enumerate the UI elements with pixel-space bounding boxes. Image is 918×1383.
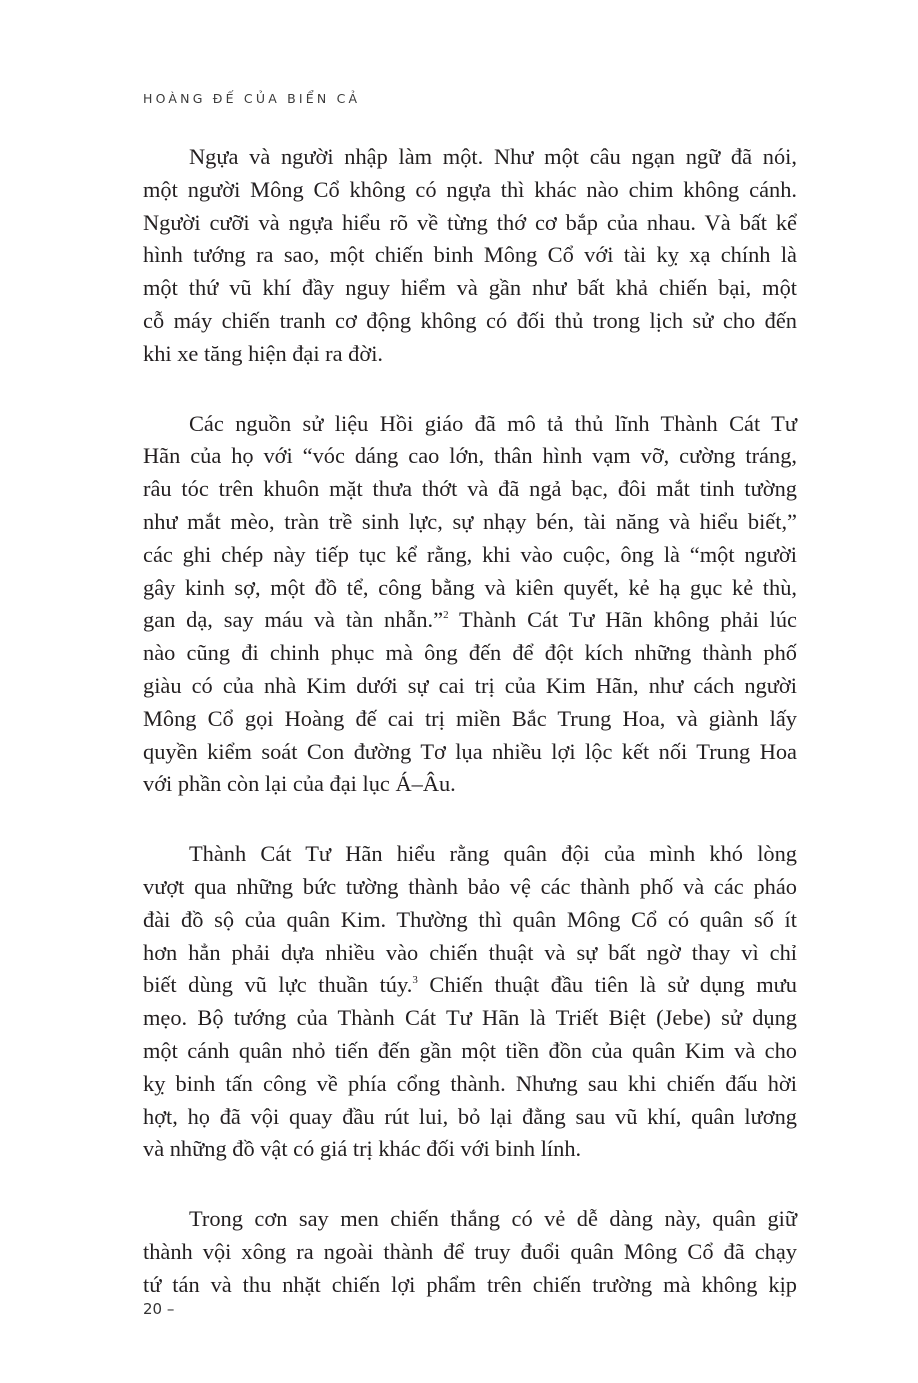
text-line bbox=[143, 572, 797, 605]
line-text: như mắt mèo, tràn trề sinh lực, sự nhạy bén, tài năng và hiểu biết,” bbox=[143, 508, 797, 534]
line-text: Thành Cát Tư Hãn hiểu rằng quân đội của mình khó lòng bbox=[189, 841, 797, 867]
line-text: Hãn của họ với “vóc dáng cao lớn, thân hình vạm vỡ, cường tráng, bbox=[143, 443, 797, 469]
line-text: các ghi chép này tiếp tục kể rằng, khi vào cuộc, ông là “một người bbox=[143, 541, 797, 567]
text-line bbox=[143, 1068, 797, 1101]
line-text: một người Mông Cổ không có ngựa thì khác nào chim không cánh. bbox=[143, 176, 797, 202]
running-header: HOÀNG ĐẾ CỦA BIỂN CẢ bbox=[143, 91, 361, 106]
text-line bbox=[143, 768, 797, 801]
paragraph bbox=[143, 408, 797, 802]
page-number: 20 – bbox=[143, 1300, 175, 1318]
text-line bbox=[143, 539, 797, 572]
text-line bbox=[143, 937, 797, 970]
text-line bbox=[143, 1269, 797, 1302]
paragraph bbox=[143, 838, 797, 1166]
text-line bbox=[143, 473, 797, 506]
text-line bbox=[143, 305, 797, 338]
line-text: hơn hẳn phải dựa nhiều vào chiến thuật và sự bất ngờ thay vì chỉ bbox=[143, 939, 797, 965]
line-text: Các nguồn sử liệu Hồi giáo đã mô tả thủ lĩnh Thành Cát Tư bbox=[189, 410, 797, 436]
text-line bbox=[143, 408, 797, 441]
line-text: đài đồ sộ của quân Kim. Thường thì quân Mông Cổ có quân số ít bbox=[143, 906, 797, 932]
line-text: mẹo. Bộ tướng của Thành Cát Tư Hãn là Triết Biệt (Jebe) sử dụng bbox=[143, 1005, 797, 1031]
footnote-ref: 2 bbox=[443, 609, 449, 622]
line-text: quyền kiểm soát Con đường Tơ lụa nhiều lợi lộc kết nối Trung Hoa bbox=[143, 738, 797, 764]
text-line bbox=[143, 207, 797, 240]
line-text: Mông Cổ gọi Hoàng đế cai trị miền Bắc Trung Hoa, và giành lấy bbox=[143, 705, 797, 731]
text-line bbox=[143, 637, 797, 670]
line-text: gây kinh sợ, một đồ tể, công bằng và kiên quyết, kẻ hạ gục kẻ thù, bbox=[143, 574, 797, 600]
line-text: với phần còn lại của đại lục Á–Âu. bbox=[143, 771, 456, 797]
line-text: Trong cơn say men chiến thắng có vẻ dễ dàng này, quân giữ bbox=[189, 1206, 797, 1232]
text-line bbox=[143, 871, 797, 904]
text-line bbox=[143, 838, 797, 871]
text-line bbox=[143, 440, 797, 473]
text-line bbox=[143, 338, 797, 371]
line-text: một thứ vũ khí đầy nguy hiểm và gần như bất khả chiến bại, một bbox=[143, 275, 797, 301]
line-text: gan dạ, say máu và tàn nhẫn.” bbox=[143, 607, 444, 633]
text-line bbox=[143, 904, 797, 937]
line-text: kỵ binh tấn công về phía cổng thành. Nhưng sau khi chiến đấu hời bbox=[143, 1070, 797, 1096]
text-line bbox=[143, 1203, 797, 1236]
line-text: nào cũng đi chinh phục mà ông đến để đột kích những thành phố bbox=[143, 640, 797, 666]
text-line bbox=[143, 703, 797, 736]
text-line bbox=[143, 1101, 797, 1134]
line-text: Người cưỡi và ngựa hiểu rõ về từng thớ cơ bắp của nhau. Và bất kể bbox=[143, 209, 797, 235]
line-text: hợt, họ đã vội quay đầu rút lui, bỏ lại đằng sau vũ khí, quân lương bbox=[143, 1103, 797, 1129]
text-line bbox=[143, 1236, 797, 1269]
text-line bbox=[143, 1035, 797, 1068]
footnote-ref: 3 bbox=[412, 974, 418, 987]
line-text: Chiến thuật đầu tiên là sử dụng mưu bbox=[417, 972, 798, 998]
text-line bbox=[143, 1002, 797, 1035]
text-line bbox=[143, 1133, 797, 1166]
line-text: tứ tán và thu nhặt chiến lợi phẩm trên chiến trường mà không kịp bbox=[143, 1271, 797, 1297]
text-line bbox=[143, 174, 797, 207]
text-line bbox=[143, 272, 797, 305]
text-line bbox=[143, 604, 797, 637]
body-text bbox=[143, 141, 797, 1339]
text-line bbox=[143, 141, 797, 174]
text-line bbox=[143, 670, 797, 703]
line-text: thành vội xông ra ngoài thành để truy đuổi quân Mông Cổ đã chạy bbox=[143, 1238, 797, 1264]
line-text: khi xe tăng hiện đại ra đời. bbox=[143, 340, 384, 366]
line-text: giàu có của nhà Kim dưới sự cai trị của Kim Hãn, như cách người bbox=[143, 672, 797, 698]
text-line bbox=[143, 506, 797, 539]
line-text: một cánh quân nhỏ tiến đến gần một tiền đồn của quân Kim và cho bbox=[143, 1037, 797, 1063]
line-text: râu tóc trên khuôn mặt thưa thớt và đã ngả bạc, đôi mắt tinh tường bbox=[143, 476, 797, 502]
line-text: và những đồ vật có giá trị khác đối với binh lính. bbox=[143, 1136, 582, 1162]
line-text: cỗ máy chiến tranh cơ động không có đối thủ trong lịch sử cho đến bbox=[143, 307, 797, 333]
text-line bbox=[143, 239, 797, 272]
paragraph bbox=[143, 141, 797, 371]
line-text: hình tướng ra sao, một chiến binh Mông Cổ với tài kỵ xạ chính là bbox=[143, 242, 797, 268]
paragraph bbox=[143, 1203, 797, 1301]
text-line bbox=[143, 969, 797, 1002]
line-text: Ngựa và người nhập làm một. Như một câu ngạn ngữ đã nói, bbox=[189, 144, 797, 169]
line-text: biết dùng vũ lực thuần túy. bbox=[143, 972, 413, 998]
line-text: Thành Cát Tư Hãn không phải lúc bbox=[448, 607, 797, 633]
line-text: vượt qua những bức tường thành bảo vệ các thành phố và các pháo bbox=[143, 873, 797, 899]
text-line bbox=[143, 736, 797, 769]
